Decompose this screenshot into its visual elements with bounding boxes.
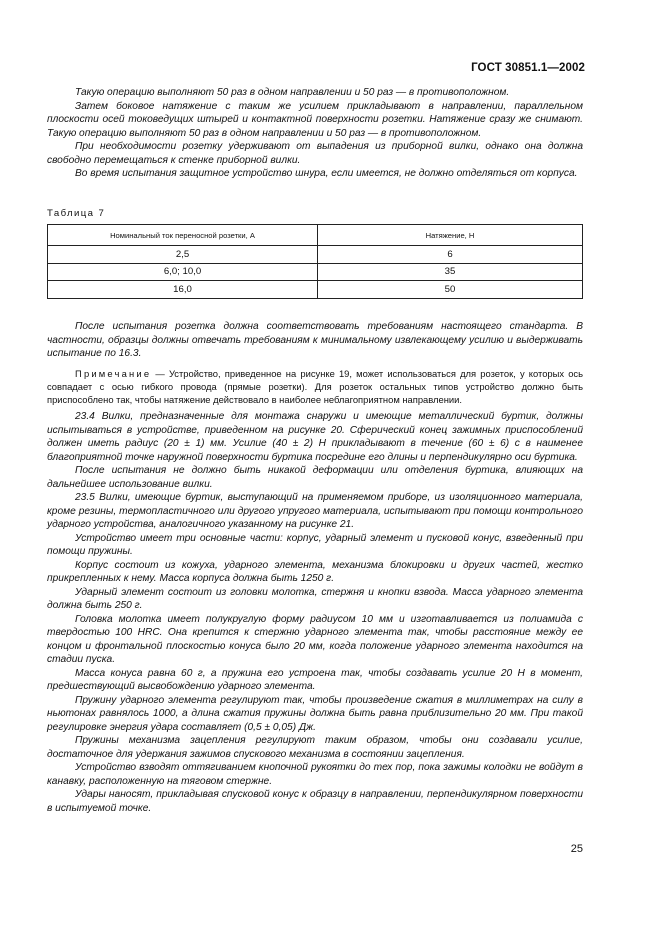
paragraph: Ударный элемент состоит из головки молотка, стержня и кнопки взвода. Масса ударного элемента должна быть 250 г. xyxy=(47,586,583,611)
paragraph: После испытания розетка должна соответствовать требованиям настоящего стандарта. В частности, образцы должны отвечать требованиям к минимальному извлекающему усилию и выдерживать испытание по 16.3. xyxy=(47,321,583,359)
paragraph: Пружины механизма зацепления регулируют таким образом, чтобы они создавали усилие, достаточное для удержания зажимов спускового механизма в состоянии зацепления. xyxy=(47,735,583,760)
paragraph: 23.4 Вилки, предназначенные для монтажа снаружи и имеющие металлический буртик, должны испытываться в устройстве, приведенном на рисунке 20. Сферический конец зажимных приспособлений должен иметь радиус (20 ± 1) мм. Усилие (40 ± 2) Н прикладывают в течение (60 ± 6) с в наименее благоприятной точке наружной поверхности буртика посредине его длины и перпендикулярно оси буртика. xyxy=(47,411,583,463)
paragraph: После испытания не должно быть никакой деформации или отделения буртика, влияющих на дальнейшее использование вилки. xyxy=(47,465,583,490)
intro-section xyxy=(47,86,583,181)
body-section xyxy=(47,410,583,815)
table-cell: 35 xyxy=(318,263,583,281)
paragraph: Масса конуса равна 60 г, а пружина его устроена так, чтобы создавать усилие 20 Н в момент, предшествующий высвобождению ударного элемента. xyxy=(47,667,583,692)
paragraph: Устройство взводят оттягиванием кнопочной рукоятки до тех пор, пока зажимы колодки не войдут в канавку, расположенную на тяговом стержне. xyxy=(47,762,583,787)
table-7 xyxy=(47,224,583,299)
paragraph: Затем боковое натяжение с таким же усилием прикладывают в направлении, параллельном плоскости осей токоведущих штырей и контактной поверхности розетки. Натяжение сразу же снимают. Такую операцию выполняют 50 раз в одном направлении и 50 раз — в противоположном. xyxy=(47,100,583,139)
table-header-cell: Натяжение, Н xyxy=(318,225,583,246)
table-row xyxy=(48,281,583,299)
paragraph: При необходимости розетку удерживают от выпадения из приборной вилки, однако она должна свободно перемещаться к стенке приборной вилки. xyxy=(47,141,583,166)
paragraph: Головка молотка имеет полукруглую форму радиусом 10 мм и изготавливается из полиамида с твердостью 100 HRC. Она крепится к стержню ударного элемента так, чтобы расстояние между ее концом и фронтальной плоскостью конуса было 20 мм, когда положение ударного элемента находится на стадии пуска. xyxy=(47,613,583,665)
note-text: — Устройство, приведенное на рисунке 19, может использоваться для розеток, у которых ось совпадает с осью гибкого провода (прямые розетки). Для розеток остальных типов устройство должно быть приспособлено так, чтобы натяжение действовало в наиболее неблагоприятном направлении. xyxy=(47,368,583,405)
page-number: 25 xyxy=(570,843,583,855)
table-title: Таблица 7 xyxy=(47,208,106,219)
paragraph: Удары наносят, прикладывая спусковой конус к образцу в направлении, перпендикулярном поверхности в испытуемой точке. xyxy=(47,789,583,814)
paragraph: Корпус состоит из кожуха, ударного элемента, механизма блокировки и других частей, жестко прикрепленных к нему. Масса корпуса должна быть 1250 г. xyxy=(47,559,583,584)
table-header-row xyxy=(48,225,583,246)
table-cell: 2,5 xyxy=(48,246,318,264)
paragraph: 23.5 Вилки, имеющие буртик, выступающий на применяемом приборе, из изоляционного материала, кроме резины, термопластичного или другого упругого материала, испытывают при помощи контрольного ударного устройства, аналогичного указанному на рисунке 21. xyxy=(47,492,583,530)
table-cell: 6,0; 10,0 xyxy=(48,263,318,281)
note xyxy=(47,367,583,406)
table-row xyxy=(48,263,583,281)
table-cell: 16,0 xyxy=(48,281,318,299)
note-label: Примечание xyxy=(75,368,152,379)
table-cell: 50 xyxy=(318,281,583,299)
table-row xyxy=(48,246,583,264)
document-id: ГОСТ 30851.1—2002 xyxy=(471,62,585,74)
table-cell: 6 xyxy=(318,246,583,264)
paragraph: Пружину ударного элемента регулируют так, чтобы произведение сжатия в миллиметрах на силу в ньютонах равнялось 1000, а длина сжатия пружины должна быть равна приблизительно 20 мм. При такой регулировке энергия удара составляет (0,5 ± 0,05) Дж. xyxy=(47,694,583,733)
table-header-cell: Номинальный ток переносной розетки, А xyxy=(48,225,318,246)
paragraph: Такую операцию выполняют 50 раз в одном направлении и 50 раз — в противоположном. xyxy=(75,87,510,98)
paragraph: Во время испытания защитное устройство шнура, если имеется, не должно отделяться от корпуса. xyxy=(75,168,578,179)
paragraph: Устройство имеет три основные части: корпус, ударный элемент и пусковой конус, взведенный при помощи пружины. xyxy=(47,532,583,557)
after-table-section xyxy=(47,320,583,361)
